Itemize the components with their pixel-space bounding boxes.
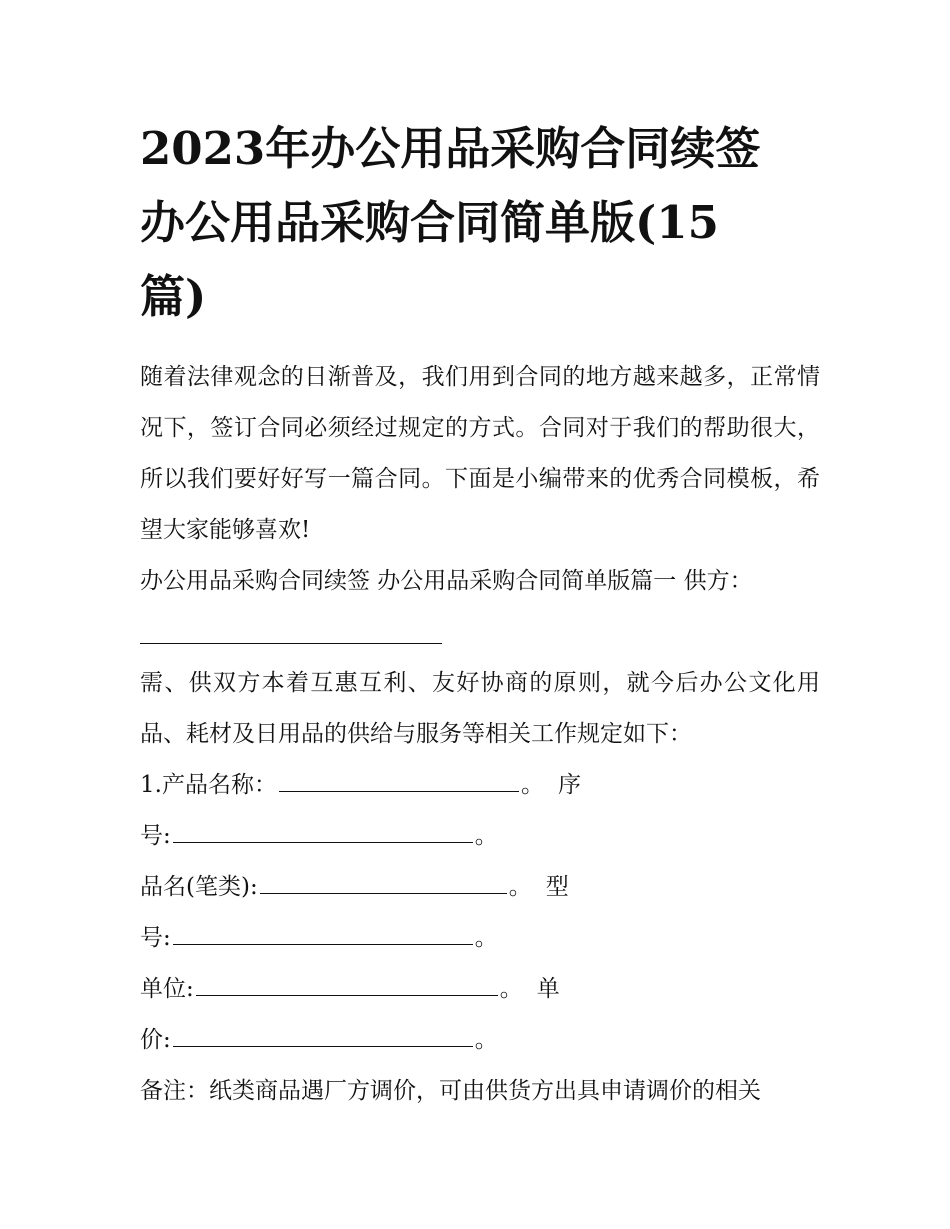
item-name-label: 品名(笔类):	[140, 874, 258, 900]
item-name-row	[140, 862, 820, 913]
principle-paragraph: 需、供双方本着互惠互利、友好协商的原则，就今后办公文化用品、耗材及日用品的供给与服务等相关工作规定如下：	[140, 670, 820, 747]
model-period: 。	[474, 925, 498, 951]
price-blank[interactable]	[173, 1026, 473, 1047]
document-body	[140, 352, 820, 1117]
intro-paragraph: 随着法律观念的日渐普及，我们用到合同的地方越来越多，正常情况下，签订合同必须经过规定的方式。合同对于我们的帮助很大，所以我们要好好写一篇合同。下面是小编带来的优秀合同模板，希望大家能够喜欢!	[140, 364, 820, 543]
product-name-label: 1.产品名称：	[140, 772, 277, 798]
serial-row	[140, 811, 820, 862]
model-row	[140, 913, 820, 964]
item-name-blank[interactable]	[260, 873, 507, 894]
product-name-period: 。	[520, 772, 544, 798]
section-heading: 办公用品采购合同续签 办公用品采购合同简单版篇一 供方：	[140, 568, 753, 594]
unit-label: 单位:	[140, 976, 194, 1002]
product-name-row	[140, 760, 820, 811]
model-label-a: 型	[545, 874, 569, 900]
item-name-period: 。	[508, 874, 532, 900]
serial-period: 。	[474, 823, 498, 849]
serial-blank[interactable]	[173, 822, 473, 843]
unit-row	[140, 964, 820, 1015]
model-label-b: 号:	[140, 925, 171, 951]
title-line-2: 办公用品采购合同简单版(15	[140, 196, 719, 249]
title-line-1: 2023年办公用品采购合同续签	[140, 122, 761, 175]
unit-blank[interactable]	[196, 975, 498, 996]
model-blank[interactable]	[173, 924, 473, 945]
product-name-blank[interactable]	[279, 771, 519, 792]
document-title	[140, 112, 820, 334]
supplier-blank-line[interactable]	[140, 607, 442, 658]
remark-paragraph: 备注：纸类商品遇厂方调价，可由供货方出具申请调价的相关	[140, 1078, 761, 1104]
price-row	[140, 1015, 820, 1066]
price-label-a: 单	[536, 976, 560, 1002]
serial-label-a: 序	[557, 772, 581, 798]
price-period: 。	[474, 1027, 498, 1053]
price-label-b: 价:	[140, 1027, 171, 1053]
unit-period: 。	[499, 976, 523, 1002]
title-line-3: 篇)	[140, 270, 207, 323]
serial-label-b: 号:	[140, 823, 171, 849]
